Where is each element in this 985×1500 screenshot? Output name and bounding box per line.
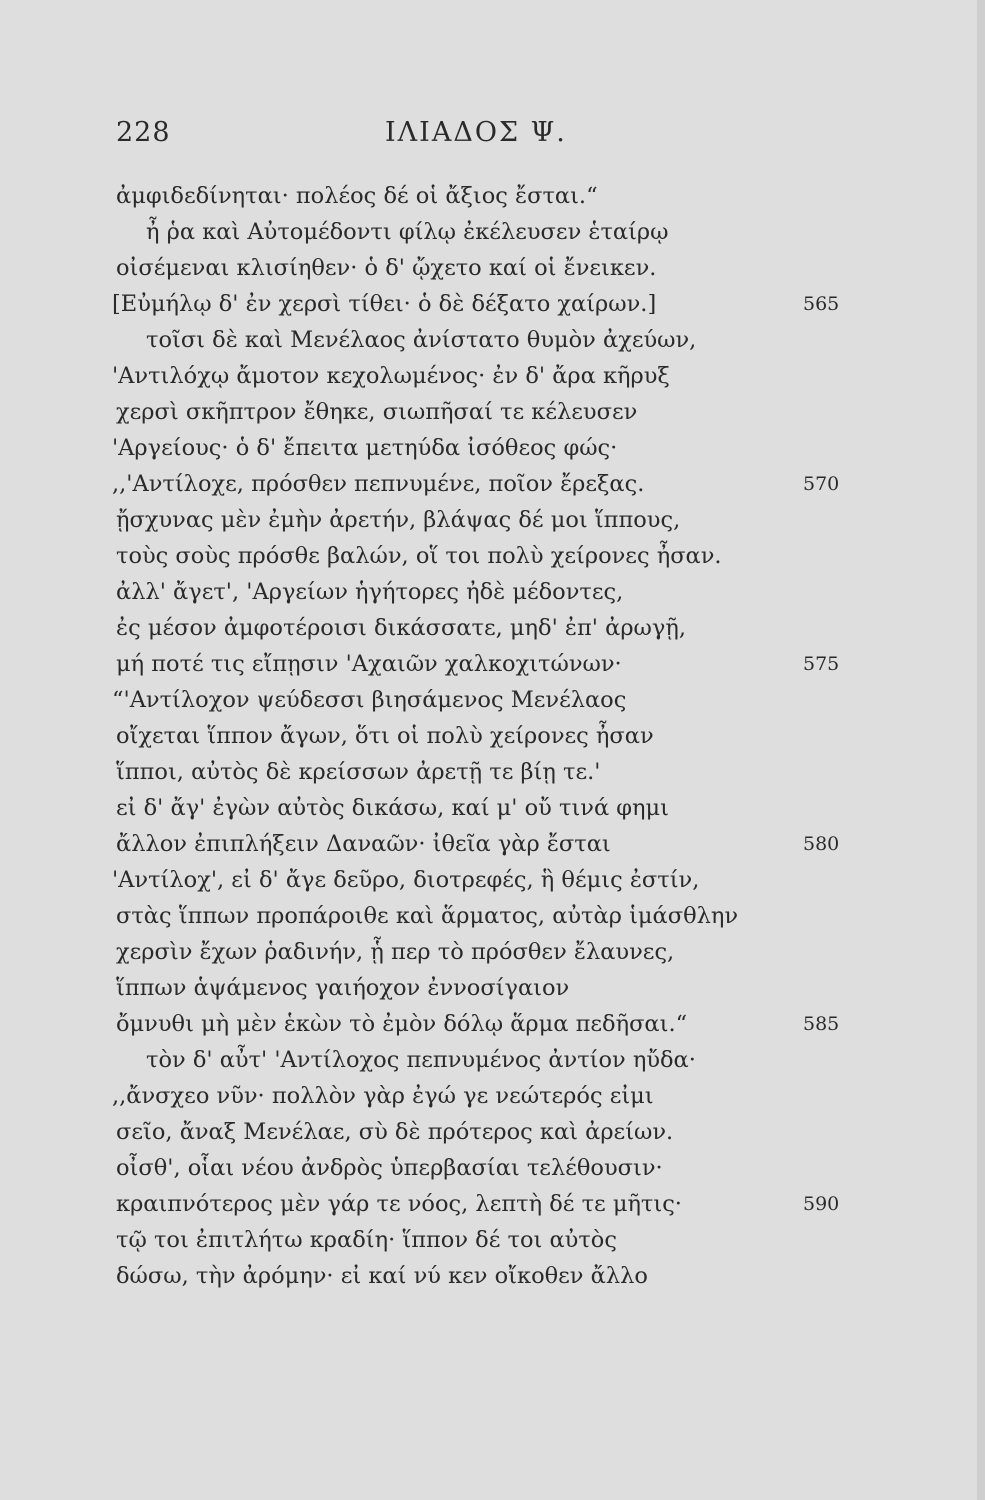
verse-line: κραιπνότερος μὲν γάρ τε νόος, λεπτὴ δέ τε μῆτις· bbox=[116, 1191, 682, 1217]
verse-line: ,,'Αντίλοχε, πρόσθεν πεπνυμένε, ποῖον ἔρεξας. bbox=[112, 471, 645, 497]
line-number: 585 bbox=[803, 1013, 840, 1035]
verse-line: ἐς μέσον ἀμφοτέροισι δικάσσατε, μηδ' ἐπ' ἀρωγῇ, bbox=[116, 615, 686, 641]
verse-line: χερσὶ σκῆπτρον ἔθηκε, σιωπῆσαί τε κέλευσεν bbox=[116, 399, 638, 425]
verse-line: ᾔσχυνας μὲν ἐμὴν ἀρετήν, βλάψας δέ μοι ἵππους, bbox=[116, 507, 681, 533]
verse-line: 'Αργείους· ὁ δ' ἔπειτα μετηύδα ἰσόθεος φώς· bbox=[112, 435, 618, 461]
verse-line: ἵππων ἁψάμενος γαιήοχον ἐννοσίγαιον bbox=[116, 975, 570, 1001]
verse-line: τὸν δ' αὖτ' 'Αντίλοχος πεπνυμένος ἀντίον ηὔδα· bbox=[146, 1047, 696, 1073]
verse-line: [Εὐμήλῳ δ' ἐν χερσὶ τίθει· ὁ δὲ δέξατο χαίρων.] bbox=[112, 291, 657, 317]
verse-line: οἶσθ', οἷαι νέου ἀνδρὸς ὑπερβασίαι τελέθουσιν· bbox=[116, 1155, 663, 1181]
verse-line: ἵπποι, αὐτὸς δὲ κρείσσων ἀρετῇ τε βίῃ τε.' bbox=[116, 759, 601, 785]
verse-line: ,,ἄνσχεο νῦν· πολλὸν γὰρ ἐγώ γε νεώτερός εἰμι bbox=[112, 1083, 654, 1109]
line-number: 575 bbox=[803, 653, 840, 675]
verse-line: εἰ δ' ἄγ' ἐγὼν αὐτὸς δικάσω, καί μ' οὔ τινά φημι bbox=[116, 795, 669, 821]
line-number: 570 bbox=[803, 473, 840, 495]
verse-line: τοῖσι δὲ καὶ Μενέλαος ἀνίστατο θυμὸν ἀχεύων, bbox=[146, 327, 697, 353]
page-edge bbox=[977, 0, 985, 1500]
line-number: 580 bbox=[803, 833, 840, 855]
verse-line: τῷ τοι ἐπιτλήτω κραδίη· ἵππον δέ τοι αὐτὸς bbox=[116, 1227, 617, 1253]
running-title: ΙΛΙΑΔΟΣ Ψ. bbox=[385, 117, 567, 148]
verse-line: ὄμνυθι μὴ μὲν ἑκὼν τὸ ἐμὸν δόλῳ ἅρμα πεδῆσαι.“ bbox=[116, 1011, 688, 1037]
verse-line: ἀμφιδεδίνηται· πολέος δέ οἱ ἄξιος ἔσται.“ bbox=[116, 183, 598, 209]
verse-line: ἀλλ' ἄγετ', 'Αργείων ἡγήτορες ἠδὲ μέδοντες, bbox=[116, 579, 624, 605]
verse-line: μή ποτέ τις εἴπῃσιν 'Αχαιῶν χαλκοχιτώνων· bbox=[116, 651, 622, 677]
verse-line: χερσὶν ἔχων ῥαδινήν, ᾗ περ τὸ πρόσθεν ἔλαυνες, bbox=[116, 939, 675, 965]
verse-line: 'Αντίλοχ', εἰ δ' ἄγε δεῦρο, διοτρεφές, ἣ θέμις ἐστίν, bbox=[112, 867, 700, 893]
line-number: 565 bbox=[803, 293, 840, 315]
verse-line: δώσω, τὴν ἀρόμην· εἰ καί νύ κεν οἴκοθεν ἄλλο bbox=[116, 1263, 648, 1289]
verse-line: “'Αντίλοχον ψεύδεσσι βιησάμενος Μενέλαος bbox=[112, 687, 627, 713]
verse-line: στὰς ἵππων προπάροιθε καὶ ἅρματος, αὐτὰρ ἱμάσθλην bbox=[116, 903, 739, 929]
verse-line: οἰσέμεναι κλισίηθεν· ὁ δ' ᾤχετο καί οἱ ἔνεικεν. bbox=[116, 255, 657, 281]
verse-line: ἦ ῥα καὶ Αὐτομέδοντι φίλῳ ἐκέλευσεν ἑταίρῳ bbox=[146, 219, 669, 245]
verse-line: 'Αντιλόχῳ ἄμοτον κεχολωμένος· ἐν δ' ἄρα κῆρυξ bbox=[112, 363, 670, 389]
page-number: 228 bbox=[116, 117, 171, 148]
verse-line: σεῖο, ἄναξ Μενέλαε, σὺ δὲ πρότερος καὶ ἀρείων. bbox=[116, 1119, 674, 1145]
verse-line: οἴχεται ἵππον ἄγων, ὅτι οἱ πολὺ χείρονες ἦσαν bbox=[116, 723, 654, 749]
line-number: 590 bbox=[803, 1193, 840, 1215]
verse-line: ἄλλον ἐπιπλήξειν Δαναῶν· ἰθεῖα γὰρ ἔσται bbox=[116, 831, 611, 857]
verse-line: τοὺς σοὺς πρόσθε βαλών, οἵ τοι πολὺ χείρονες ἦσαν. bbox=[116, 543, 722, 569]
